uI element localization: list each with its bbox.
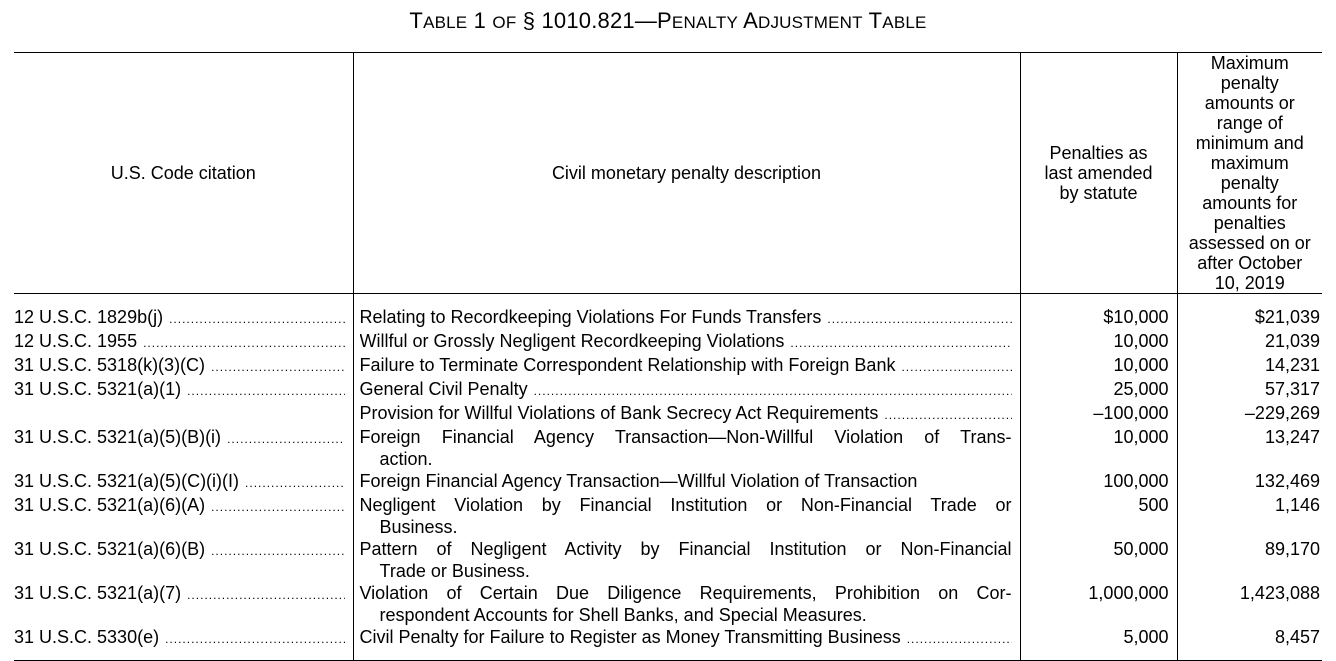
table-title: TABLE 1 OF § 1010.821—PENALTY ADJUSTMENT TABLE <box>409 8 927 33</box>
description-text: Pattern of Negligent Activity by Financial Institution or Non-Financial <box>359 539 1012 559</box>
description-cell <box>353 470 1020 494</box>
maximum-penalty-cell: –229,269 <box>1177 402 1322 426</box>
description-text: General Civil Penalty <box>359 379 528 399</box>
table-row <box>14 426 1322 470</box>
citation-text: 31 U.S.C. 5321(a)(1) <box>14 379 182 399</box>
citation-cell <box>14 626 353 661</box>
description-text: Negligent Violation by Financial Institution or Non-Financial Trade or <box>359 495 1012 515</box>
table-row <box>14 494 1322 538</box>
description-cell <box>353 426 1020 470</box>
dot-leader <box>827 308 1011 330</box>
dot-leader <box>227 428 344 450</box>
statutory-penalty-cell: 100,000 <box>1020 470 1177 494</box>
maximum-penalty-cell: 132,469 <box>1177 470 1322 494</box>
table-row <box>14 626 1322 661</box>
description-text: Violation of Certain Due Diligence Requirements, Prohibition on Cor- <box>359 583 1012 603</box>
dot-leader <box>187 380 344 402</box>
citation-cell <box>14 330 353 354</box>
statutory-penalty-cell: 25,000 <box>1020 378 1177 402</box>
dot-leader <box>143 332 344 354</box>
description-continuation: Trade or Business. <box>379 561 530 581</box>
header-citation: U.S. Code citation <box>110 163 256 183</box>
table-header-row <box>14 53 1322 294</box>
citation-cell <box>14 470 353 494</box>
citation-cell <box>14 582 353 626</box>
maximum-penalty-cell: 8,457 <box>1177 626 1322 661</box>
maximum-penalty-cell: 1,146 <box>1177 494 1322 538</box>
table-row <box>14 538 1322 582</box>
statutory-penalty-cell: 1,000,000 <box>1020 582 1177 626</box>
description-text: Foreign Financial Agency Transaction—Non-Willful Violation of Trans- <box>359 427 1012 447</box>
description-cell <box>353 494 1020 538</box>
description-cell <box>353 626 1020 661</box>
maximum-penalty-cell: 89,170 <box>1177 538 1322 582</box>
maximum-penalty-cell: 13,247 <box>1177 426 1322 470</box>
description-text: Relating to Recordkeeping Violations For Funds Transfers <box>359 307 822 327</box>
table-row <box>14 330 1322 354</box>
statutory-penalty-cell: 10,000 <box>1020 330 1177 354</box>
citation-text: 31 U.S.C. 5321(a)(7) <box>14 583 182 603</box>
citation-cell <box>14 354 353 378</box>
description-cell <box>353 538 1020 582</box>
dot-leader <box>211 496 344 518</box>
citation-text: 12 U.S.C. 1955 <box>14 331 138 351</box>
maximum-penalty-cell: 21,039 <box>1177 330 1322 354</box>
description-cell <box>353 294 1020 331</box>
dot-leader <box>165 628 344 650</box>
description-continuation: respondent Accounts for Shell Banks, and Special Measures. <box>379 605 867 625</box>
description-text: Provision for Willful Violations of Bank Secrecy Act Requirements <box>359 403 879 423</box>
citation-text: 31 U.S.C. 5318(k)(3)(C) <box>14 355 206 375</box>
citation-cell <box>14 538 353 582</box>
description-text: Failure to Terminate Correspondent Relationship with Foreign Bank <box>359 355 896 375</box>
maximum-penalty-cell: 57,317 <box>1177 378 1322 402</box>
statutory-penalty-cell: 500 <box>1020 494 1177 538</box>
maximum-penalty-cell: $21,039 <box>1177 294 1322 331</box>
statutory-penalty-cell: 50,000 <box>1020 538 1177 582</box>
statutory-penalty-cell: 10,000 <box>1020 426 1177 470</box>
table-row <box>14 582 1322 626</box>
description-continuation: Business. <box>379 517 458 537</box>
description-cell <box>353 582 1020 626</box>
description-text: Willful or Grossly Negligent Recordkeeping Violations <box>359 331 785 351</box>
citation-cell <box>14 402 353 426</box>
dot-leader <box>245 472 344 494</box>
penalty-adjustment-table <box>14 52 1322 661</box>
description-cell <box>353 402 1020 426</box>
dot-leader <box>169 308 344 330</box>
citation-text: 31 U.S.C. 5321(a)(6)(A) <box>14 495 206 515</box>
description-cell <box>353 378 1020 402</box>
dot-leader <box>907 628 1012 650</box>
citation-text: 12 U.S.C. 1829b(j) <box>14 307 164 327</box>
header-statutory: Penalties as last amended by statute <box>1020 53 1177 294</box>
dot-leader <box>211 540 344 562</box>
maximum-penalty-cell: 14,231 <box>1177 354 1322 378</box>
statutory-penalty-cell: 10,000 <box>1020 354 1177 378</box>
header-maximum: Maximum penalty amounts or range of minimum and maximum penalty amounts for penalties assessed on or after October 10, 2019 <box>1177 53 1322 294</box>
statutory-penalty-cell: –100,000 <box>1020 402 1177 426</box>
table-row <box>14 354 1322 378</box>
statutory-penalty-cell: $10,000 <box>1020 294 1177 331</box>
citation-text: 31 U.S.C. 5330(e) <box>14 627 160 647</box>
citation-text: 31 U.S.C. 5321(a)(6)(B) <box>14 539 206 559</box>
dot-leader <box>534 380 1012 402</box>
dot-leader <box>884 404 1011 426</box>
description-text: Civil Penalty for Failure to Register as Money Transmitting Business <box>359 627 901 647</box>
citation-text: 31 U.S.C. 5321(a)(5)(B)(i) <box>14 427 222 447</box>
description-cell <box>353 354 1020 378</box>
description-text: Foreign Financial Agency Transaction—Willful Violation of Transaction <box>359 471 918 491</box>
citation-cell <box>14 494 353 538</box>
maximum-penalty-cell: 1,423,088 <box>1177 582 1322 626</box>
dot-leader <box>790 332 1011 354</box>
description-continuation: action. <box>379 449 433 469</box>
table-row <box>14 402 1322 426</box>
citation-cell <box>14 294 353 331</box>
table-row <box>14 378 1322 402</box>
dot-leader <box>211 356 344 378</box>
table-row <box>14 294 1322 331</box>
citation-cell <box>14 378 353 402</box>
citation-cell <box>14 426 353 470</box>
dot-leader <box>187 584 344 606</box>
table-row <box>14 470 1322 494</box>
dot-leader <box>901 356 1011 378</box>
description-cell <box>353 330 1020 354</box>
statutory-penalty-cell: 5,000 <box>1020 626 1177 661</box>
header-description: Civil monetary penalty description <box>353 53 1020 294</box>
citation-text: 31 U.S.C. 5321(a)(5)(C)(i)(I) <box>14 471 240 491</box>
table-body <box>14 294 1322 661</box>
